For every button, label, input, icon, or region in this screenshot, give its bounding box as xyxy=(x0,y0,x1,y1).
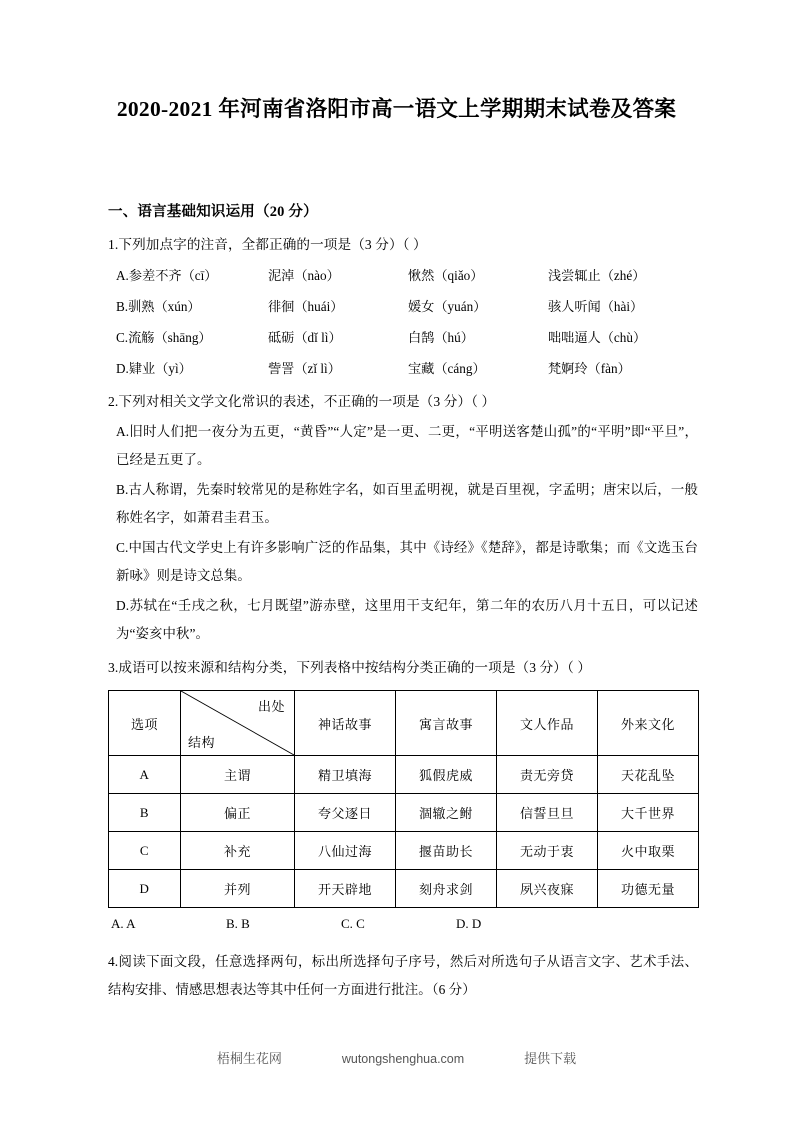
footer-watermark xyxy=(0,1048,793,1067)
footer-url: wutongshenghua.com xyxy=(341,1052,465,1066)
header-diagonal-cell xyxy=(181,691,295,756)
section-heading: 一、语言基础知识运用（20 分） xyxy=(108,204,318,220)
row-option: D xyxy=(109,870,181,908)
option-a-item-2: 泥淖（nào） xyxy=(268,268,340,283)
header-option-label: 选项 xyxy=(109,691,181,756)
row-cell-fable: 揠苗助长 xyxy=(396,832,497,870)
footer-action: 提供下载 xyxy=(524,1051,577,1066)
row-cell-literary: 夙兴夜寐 xyxy=(497,870,598,908)
table-row xyxy=(109,794,699,832)
option-a-item-3: 愀然（qiǎo） xyxy=(408,268,484,283)
row-cell-fable: 狐假虎威 xyxy=(396,756,497,794)
row-cell-fable: 刻舟求剑 xyxy=(396,870,497,908)
row-cell-myth: 八仙过海 xyxy=(295,832,396,870)
row-structure: 补充 xyxy=(181,832,295,870)
question-2-stem: 2.下列对相关文学文化常识的表述，不正确的一项是（3 分）（ ） xyxy=(108,394,496,409)
option-c-item-3: 白鹄（hú） xyxy=(408,330,474,345)
question-4-stem: 4.阅读下面文段，任意选择两句，标出所选择句子序号，然后对所选句子从语言文字、艺术手法、结构安排、情感思想表达等其中任何一方面进行批注。（6 分） xyxy=(108,954,698,997)
header-myth-story: 神话故事 xyxy=(295,691,396,756)
page-title: 2020-2021 年河南省洛阳市高一语文上学期期末试卷及答案 xyxy=(116,97,677,121)
option-d-item-1: D.肄业（yì） xyxy=(116,361,192,376)
question-1-option-b xyxy=(108,294,698,320)
option-b-item-3: 媛女（yuán） xyxy=(408,299,487,314)
footer-site-name: 梧桐生花网 xyxy=(216,1051,282,1066)
question-1-option-d xyxy=(108,356,698,382)
row-option: B xyxy=(109,794,181,832)
header-structure-label: 结构 xyxy=(188,735,216,750)
option-b-item-1: B.驯熟（xún） xyxy=(116,299,201,314)
option-d-item-3: 宝藏（cáng） xyxy=(408,361,486,376)
option-a-item-4: 浅尝辄止（zhé） xyxy=(548,268,646,283)
option-c-item-4: 咄咄逼人（chù） xyxy=(548,330,647,345)
option-d-item-4: 梵婀玲（fàn） xyxy=(548,361,631,376)
option-b-item-4: 骇人听闻（hài） xyxy=(548,299,644,314)
header-foreign-culture: 外来文化 xyxy=(598,691,699,756)
row-structure: 偏正 xyxy=(181,794,295,832)
question-2-option-c: C.中国古代文学史上有许多影响广泛的作品集，其中《诗经》《楚辞》，都是诗歌集；而《文选玉台新咏》则是诗文总集。 xyxy=(116,540,698,583)
row-cell-literary: 无动于衷 xyxy=(497,832,598,870)
choice-d: D. D xyxy=(456,916,482,931)
question-1-option-c xyxy=(108,325,698,351)
option-c-item-1: C.流觞（shāng） xyxy=(116,330,212,345)
table-row xyxy=(109,870,699,908)
choice-b: B. B xyxy=(226,916,250,931)
row-cell-myth: 开天辟地 xyxy=(295,870,396,908)
choice-c: C. C xyxy=(341,916,365,931)
table-header-row xyxy=(109,691,699,756)
row-cell-literary: 责无旁贷 xyxy=(497,756,598,794)
option-c-item-2: 砥砺（dǐ lì） xyxy=(268,330,342,345)
question-3-choices xyxy=(108,912,698,936)
row-structure: 主谓 xyxy=(181,756,295,794)
choice-a: A. A xyxy=(111,916,136,931)
option-b-item-2: 徘徊（huái） xyxy=(268,299,344,314)
question-2-option-b: B.古人称谓，先秦时较常见的是称姓字名，如百里孟明视，就是百里视，字孟明；唐宋以后，一般称姓名字，如萧君圭君玉。 xyxy=(116,482,698,525)
row-option: A xyxy=(109,756,181,794)
table-row xyxy=(109,832,699,870)
header-source-label: 出处 xyxy=(257,699,285,714)
document-content xyxy=(108,200,698,1004)
row-cell-foreign: 火中取栗 xyxy=(598,832,699,870)
question-2-option-a: A.旧时人们把一夜分为五更，“黄昏”“人定”是一更、二更，“平明送客楚山孤”的“平明”即“平旦”，已经是五更了。 xyxy=(116,424,698,467)
row-cell-fable: 涸辙之鲋 xyxy=(396,794,497,832)
row-option: C xyxy=(109,832,181,870)
row-cell-myth: 精卫填海 xyxy=(295,756,396,794)
row-structure: 并列 xyxy=(181,870,295,908)
option-d-item-2: 訾詈（zǐ lì） xyxy=(268,361,341,376)
row-cell-foreign: 天花乱坠 xyxy=(598,756,699,794)
question-2-option-d: D.苏轼在“壬戌之秋，七月既望”游赤壁，这里用干支纪年，第二年的农历八月十五日，可以记述为“姿亥中秋”。 xyxy=(116,598,698,641)
row-cell-foreign: 功德无量 xyxy=(598,870,699,908)
header-fable-story: 寓言故事 xyxy=(396,691,497,756)
question-1-option-a xyxy=(108,263,698,289)
idiom-classification-table xyxy=(108,690,699,908)
option-a-item-1: A.参差不齐（cī） xyxy=(116,268,218,283)
table-row xyxy=(109,756,699,794)
question-1-stem: 1.下列加点字的注音，全都正确的一项是（3 分）（ ） xyxy=(108,237,427,252)
row-cell-literary: 信誓旦旦 xyxy=(497,794,598,832)
row-cell-myth: 夸父逐日 xyxy=(295,794,396,832)
row-cell-foreign: 大千世界 xyxy=(598,794,699,832)
question-3-stem: 3.成语可以按来源和结构分类，下列表格中按结构分类正确的一项是（3 分）（ ） xyxy=(108,660,592,675)
header-literary-work: 文人作品 xyxy=(497,691,598,756)
